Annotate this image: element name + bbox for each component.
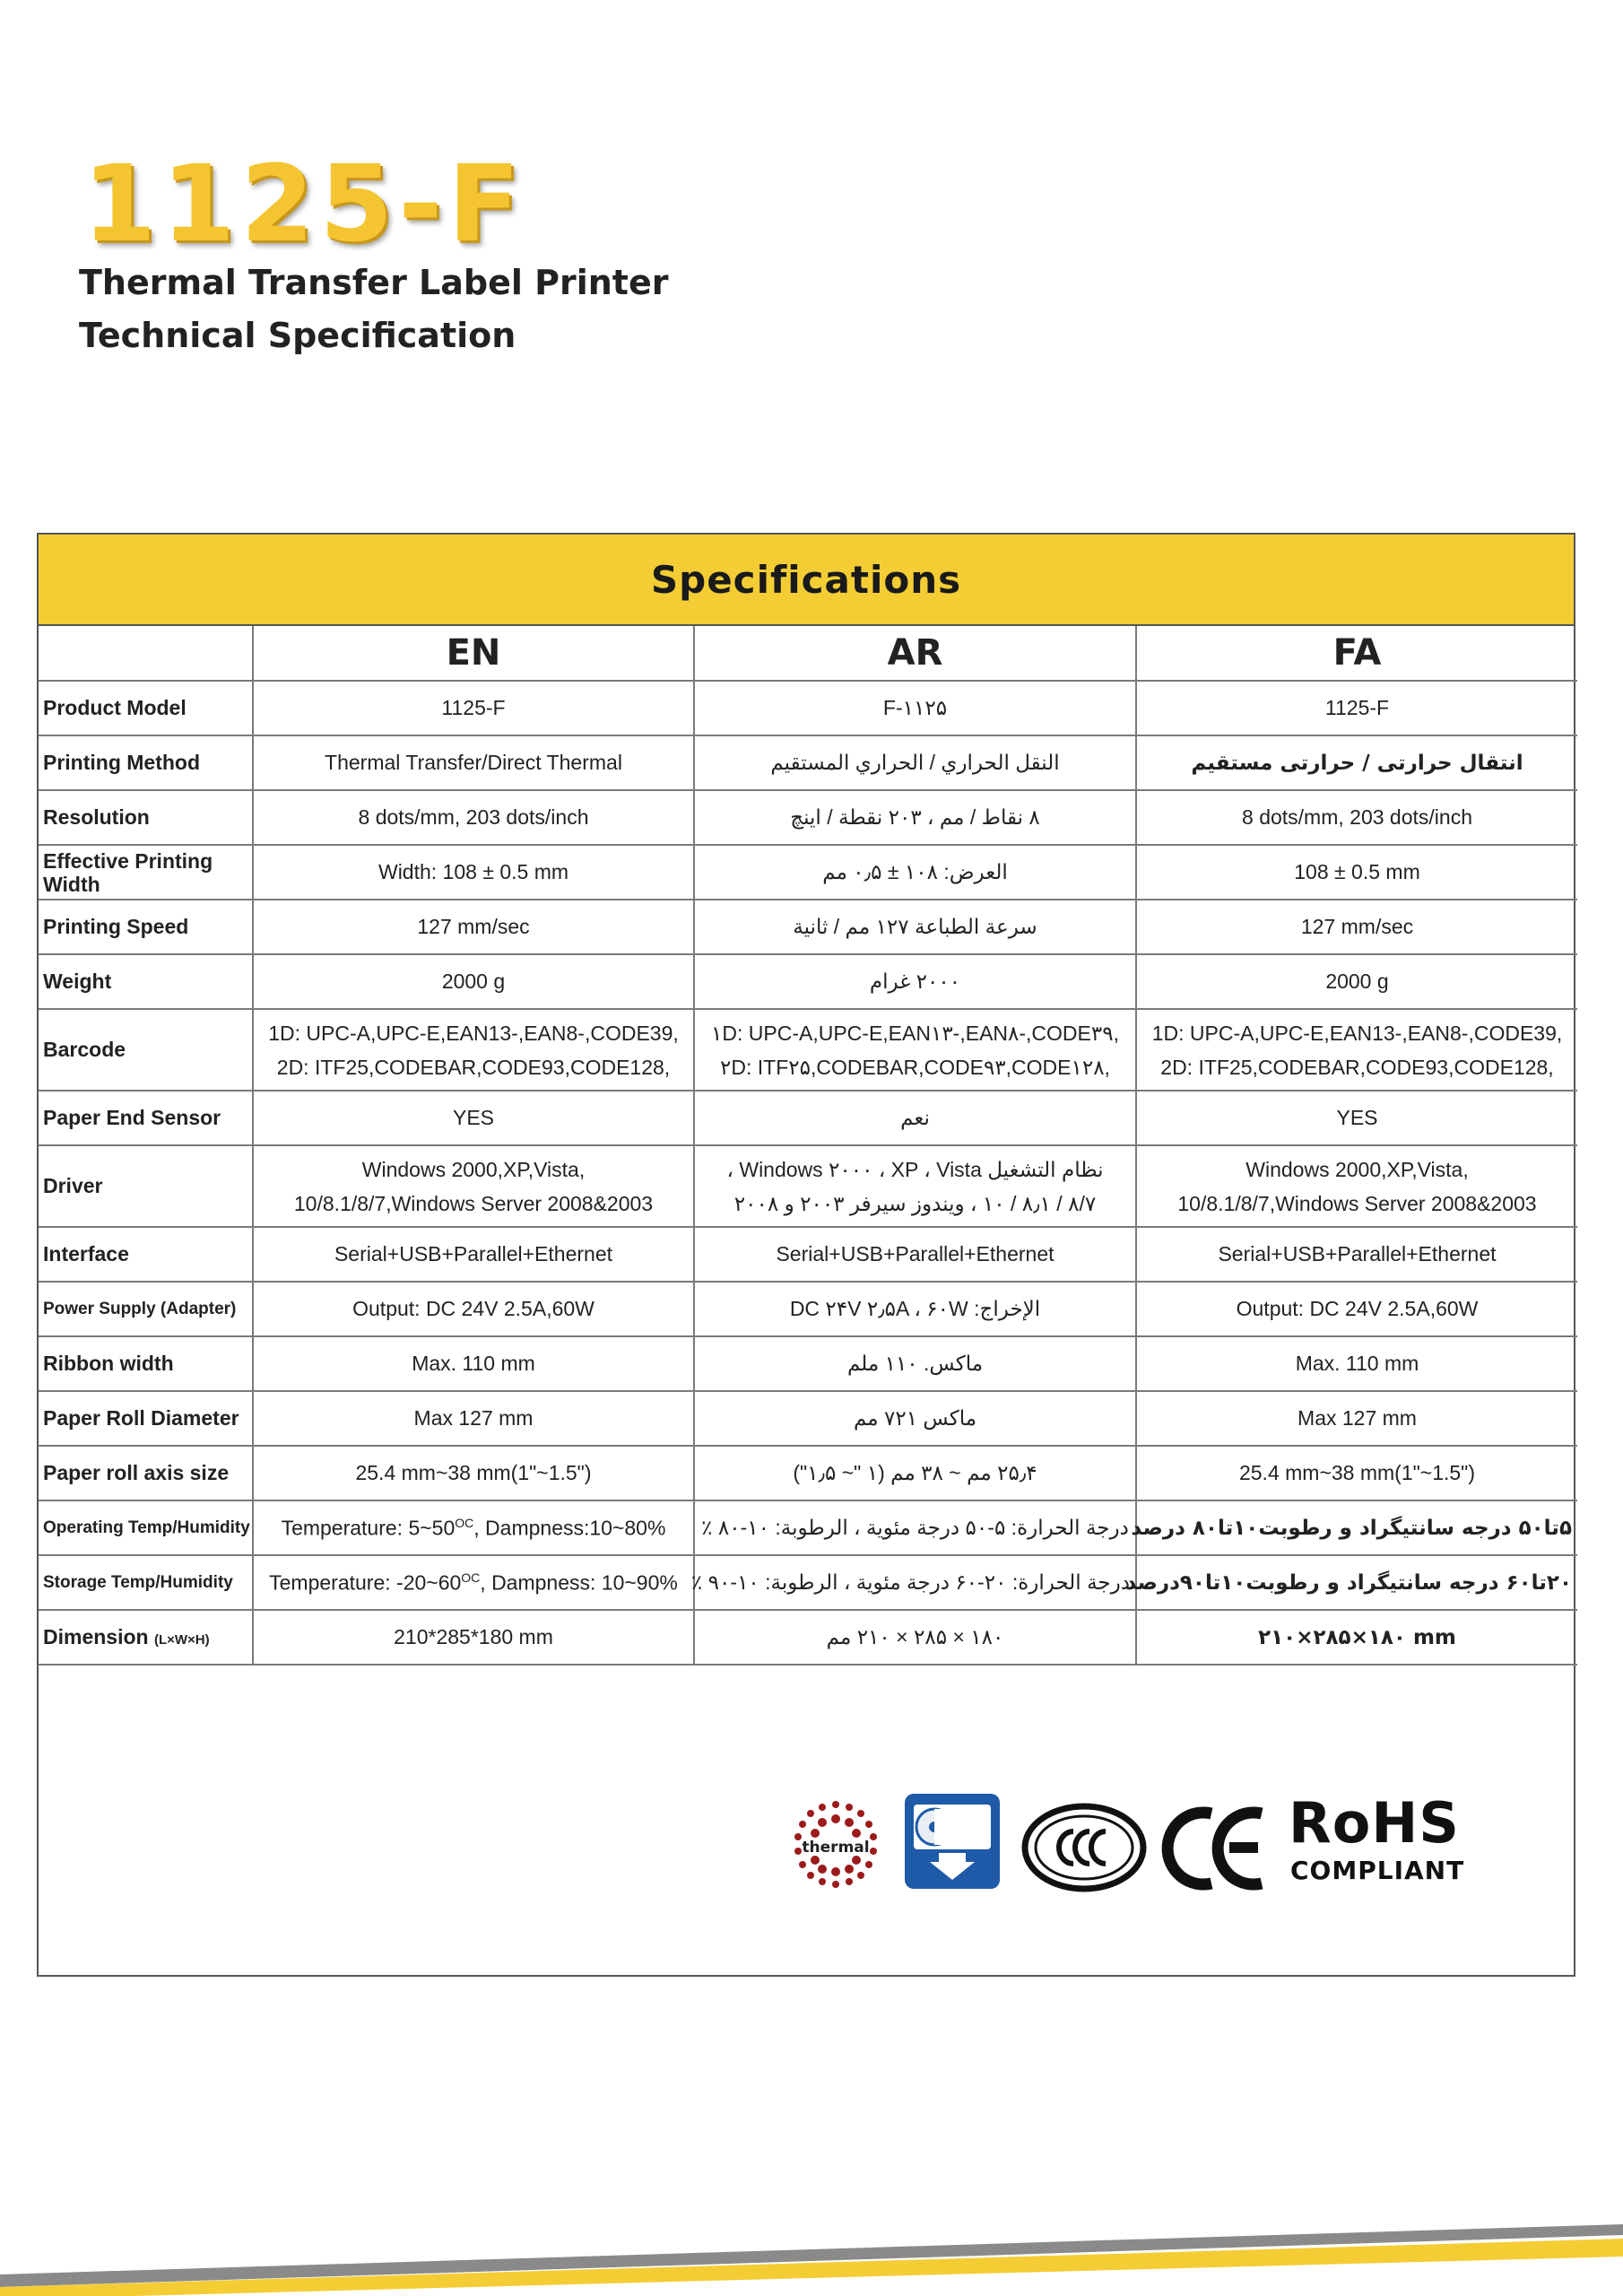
specifications-header: Specifications xyxy=(39,535,1574,626)
lang-header-fa: FA xyxy=(1136,626,1577,681)
cell-fa: 8 dots/mm, 203 dots/inch xyxy=(1136,790,1577,845)
cell-ar: ۲۵٫۴ مم ~ ۳۸ مم (۱ "~ ۱٫۵") xyxy=(694,1446,1136,1500)
language-header-row xyxy=(39,626,1577,681)
row-label: Printing Speed xyxy=(39,900,253,954)
ccc-certification-icon xyxy=(1021,1801,1147,1894)
degree-sup: OC xyxy=(455,1515,474,1530)
cell-text: , Dampness: 10~90% xyxy=(480,1570,678,1595)
row-label-text: Dimension xyxy=(43,1625,149,1648)
cell-text: Temperature: -20~60 xyxy=(269,1570,462,1595)
cell-line: 10/8.1/8/7,Windows Server 2008&2003 xyxy=(293,1191,654,1215)
cell-ar: ۸ نقاط / مم ، ۲۰۳ نقطة / اينچ xyxy=(694,790,1136,845)
cell-fa: Max. 110 mm xyxy=(1136,1336,1577,1391)
table-row xyxy=(39,845,1577,900)
cell-ar xyxy=(694,1009,1136,1091)
cell-ar: درجة الحرارة: ۵-۵۰ درجة مئوية ، الرطوبة: ۱۰-۸۰ ٪ xyxy=(694,1500,1136,1555)
table-row xyxy=(39,1282,1577,1336)
cell-ar: ۱۸۰ × ۲۸۵ × ۲۱۰ مم xyxy=(694,1610,1136,1665)
cell-fa xyxy=(1136,1145,1577,1227)
cell-en: 2000 g xyxy=(253,954,694,1009)
cell-fa: انتقال حرارتی / حرارتی مستقیم xyxy=(1136,735,1577,790)
table-row xyxy=(39,1610,1577,1665)
ce-mark-icon xyxy=(1163,1801,1271,1894)
ccc-logo xyxy=(1021,1801,1147,1894)
specifications-table-box xyxy=(37,533,1575,1977)
row-label: Product Model xyxy=(39,681,253,735)
cell-en: 1125-F xyxy=(253,681,694,735)
cell-ar: Serial+USB+Parallel+Ethernet xyxy=(694,1227,1136,1282)
row-label-subscript: (L×W×H) xyxy=(153,1632,210,1648)
cell-en: 25.4 mm~38 mm(1"~1.5") xyxy=(253,1446,694,1500)
thermal-logo-text: thermal xyxy=(802,1839,870,1857)
cell-ar: ۱۱۲۵-F xyxy=(694,681,1136,735)
table-row xyxy=(39,1446,1577,1500)
cell-line: ۱D: UPC-A,UPC-E,EAN۱۳-,EAN۸-,CODE۳۹, xyxy=(711,1021,1119,1045)
table-row xyxy=(39,1391,1577,1446)
cell-ar: ۲۰۰۰ غرام xyxy=(694,954,1136,1009)
row-label: Operating Temp/Humidity xyxy=(39,1500,253,1555)
row-label xyxy=(39,1610,253,1665)
cell-ar: سرعة الطباعة ۱۲۷ مم / ثانية xyxy=(694,900,1136,954)
cell-en: Output: DC 24V 2.5A,60W xyxy=(253,1282,694,1336)
cell-fa: 25.4 mm~38 mm(1"~1.5") xyxy=(1136,1446,1577,1500)
cell-text: Temperature: 5~50 xyxy=(281,1516,456,1540)
lang-header-en: EN xyxy=(253,626,694,681)
row-label: Barcode xyxy=(39,1009,253,1091)
cell-en: 127 mm/sec xyxy=(253,900,694,954)
row-label-line-1: Effective Printing xyxy=(43,848,213,873)
cell-line: 1D: UPC-A,UPC-E,EAN13-,EAN8-,CODE39, xyxy=(268,1021,679,1045)
cell-en: Max. 110 mm xyxy=(253,1336,694,1391)
row-label: Paper roll axis size xyxy=(39,1446,253,1500)
cell-fa: Serial+USB+Parallel+Ethernet xyxy=(1136,1227,1577,1282)
cell-en xyxy=(253,1500,694,1555)
cell-en: 8 dots/mm, 203 dots/inch xyxy=(253,790,694,845)
table-row xyxy=(39,1145,1577,1227)
degree-sup: OC xyxy=(461,1570,481,1585)
table-row xyxy=(39,1227,1577,1282)
cell-ar: الإخراج: DC ۲۴V ۲٫۵A ، ۶۰W xyxy=(694,1282,1136,1336)
cell-en xyxy=(253,1009,694,1091)
cell-fa xyxy=(1136,1009,1577,1091)
corner-cell xyxy=(39,626,253,681)
cell-text: , Dampness:10~80% xyxy=(473,1516,666,1540)
cell-fa: Output: DC 24V 2.5A,60W xyxy=(1136,1282,1577,1336)
cell-fa: ۲۱۰×۲۸۵×۱۸۰ mm xyxy=(1136,1610,1577,1665)
cell-fa: 127 mm/sec xyxy=(1136,900,1577,954)
cell-en xyxy=(253,1555,694,1610)
cell-ar: العرض: ۱۰۸ ± ۰٫۵ مم xyxy=(694,845,1136,900)
cell-line: نظام التشغيل Windows ۲۰۰۰ ، XP ، Vista ، xyxy=(726,1157,1104,1181)
thermal-logo xyxy=(786,1796,885,1894)
row-label: Weight xyxy=(39,954,253,1009)
row-label: Interface xyxy=(39,1227,253,1282)
cell-fa: Max 127 mm xyxy=(1136,1391,1577,1446)
cell-ar: ماكس ۷۲۱ مم xyxy=(694,1391,1136,1446)
cell-fa: 108 ± 0.5 mm xyxy=(1136,845,1577,900)
lang-header-ar: AR xyxy=(694,626,1136,681)
cell-ar: درجة الحرارة: ۲۰-۶۰ درجة مئوية ، الرطوبة: ۱۰-۹۰ ٪ xyxy=(694,1555,1136,1610)
cell-ar: النقل الحراري / الحراري المستقيم xyxy=(694,735,1136,790)
table-row xyxy=(39,681,1577,735)
cell-en: YES xyxy=(253,1091,694,1145)
row-label xyxy=(39,845,253,900)
ce-logo xyxy=(1163,1801,1271,1894)
model-title: 1125-F xyxy=(82,142,525,265)
subtitle-document-type: Technical Specification xyxy=(79,316,516,355)
cell-fa: 2000 g xyxy=(1136,954,1577,1009)
cell-line: 10/8.1/8/7,Windows Server 2008&2003 xyxy=(1177,1191,1537,1215)
table-row xyxy=(39,1009,1577,1091)
cell-line: ۲D: ITF۲۵,CODEBAR,CODE۹۳,CODE۱۲۸, xyxy=(720,1055,1110,1079)
cell-line: ۸/۷ / ۸٫۱ / ۱۰ ، ويندوز سيرفر ۲۰۰۳ و ۲۰۰۸ xyxy=(733,1191,1097,1215)
cell-fa: YES xyxy=(1136,1091,1577,1145)
row-label: Printing Method xyxy=(39,735,253,790)
table-row xyxy=(39,790,1577,845)
cell-line: Windows 2000,XP,Vista, xyxy=(361,1157,586,1181)
table-row xyxy=(39,1500,1577,1555)
paper-roll-logo xyxy=(905,1794,1000,1889)
specifications-table xyxy=(39,626,1577,1665)
rohs-subtitle: COMPLIANT xyxy=(1290,1856,1465,1885)
cell-en: Serial+USB+Parallel+Ethernet xyxy=(253,1227,694,1282)
cell-line: 2D: ITF25,CODEBAR,CODE93,CODE128, xyxy=(276,1055,671,1079)
cell-en: Thermal Transfer/Direct Thermal xyxy=(253,735,694,790)
table-row xyxy=(39,1555,1577,1610)
row-label: Storage Temp/Humidity xyxy=(39,1555,253,1610)
decorative-stripes xyxy=(0,2188,1623,2296)
cell-en: Width: 108 ± 0.5 mm xyxy=(253,845,694,900)
cell-en: 210*285*180 mm xyxy=(253,1610,694,1665)
table-row xyxy=(39,1091,1577,1145)
cell-fa: ۵تا۵۰ درجه سانتیگراد و رطوبت۱۰تا۸۰ درصد xyxy=(1136,1500,1577,1555)
cell-ar: نعم xyxy=(694,1091,1136,1145)
row-label: Ribbon width xyxy=(39,1336,253,1391)
row-label: Power Supply (Adapter) xyxy=(39,1282,253,1336)
cell-line: Windows 2000,XP,Vista, xyxy=(1245,1157,1469,1181)
cell-en xyxy=(253,1145,694,1227)
cell-fa: 1125-F xyxy=(1136,681,1577,735)
certification-logos xyxy=(786,1787,1468,1903)
row-label-line-2: Width xyxy=(43,872,100,896)
cell-ar: ماكس. ۱۱۰ ملم xyxy=(694,1336,1136,1391)
row-label: Paper Roll Diameter xyxy=(39,1391,253,1446)
rohs-logo xyxy=(1289,1790,1465,1894)
cell-fa: ۲۰تا۶۰ درجه سانتیگراد و رطوبت۱۰تا۹۰درصد xyxy=(1136,1555,1577,1610)
row-label: Driver xyxy=(39,1145,253,1227)
rohs-title: RoHS xyxy=(1289,1790,1460,1856)
subtitle-product-type: Thermal Transfer Label Printer xyxy=(79,263,669,302)
row-label: Paper End Sensor xyxy=(39,1091,253,1145)
cell-line: 2D: ITF25,CODEBAR,CODE93,CODE128, xyxy=(1160,1055,1554,1079)
cell-en: Max 127 mm xyxy=(253,1391,694,1446)
table-row xyxy=(39,1336,1577,1391)
table-row xyxy=(39,954,1577,1009)
cell-ar xyxy=(694,1145,1136,1227)
row-label: Resolution xyxy=(39,790,253,845)
table-row xyxy=(39,735,1577,790)
cell-line: 1D: UPC-A,UPC-E,EAN13-,EAN8-,CODE39, xyxy=(1151,1021,1563,1045)
table-row xyxy=(39,900,1577,954)
paper-roll-icon xyxy=(905,1794,1000,1889)
